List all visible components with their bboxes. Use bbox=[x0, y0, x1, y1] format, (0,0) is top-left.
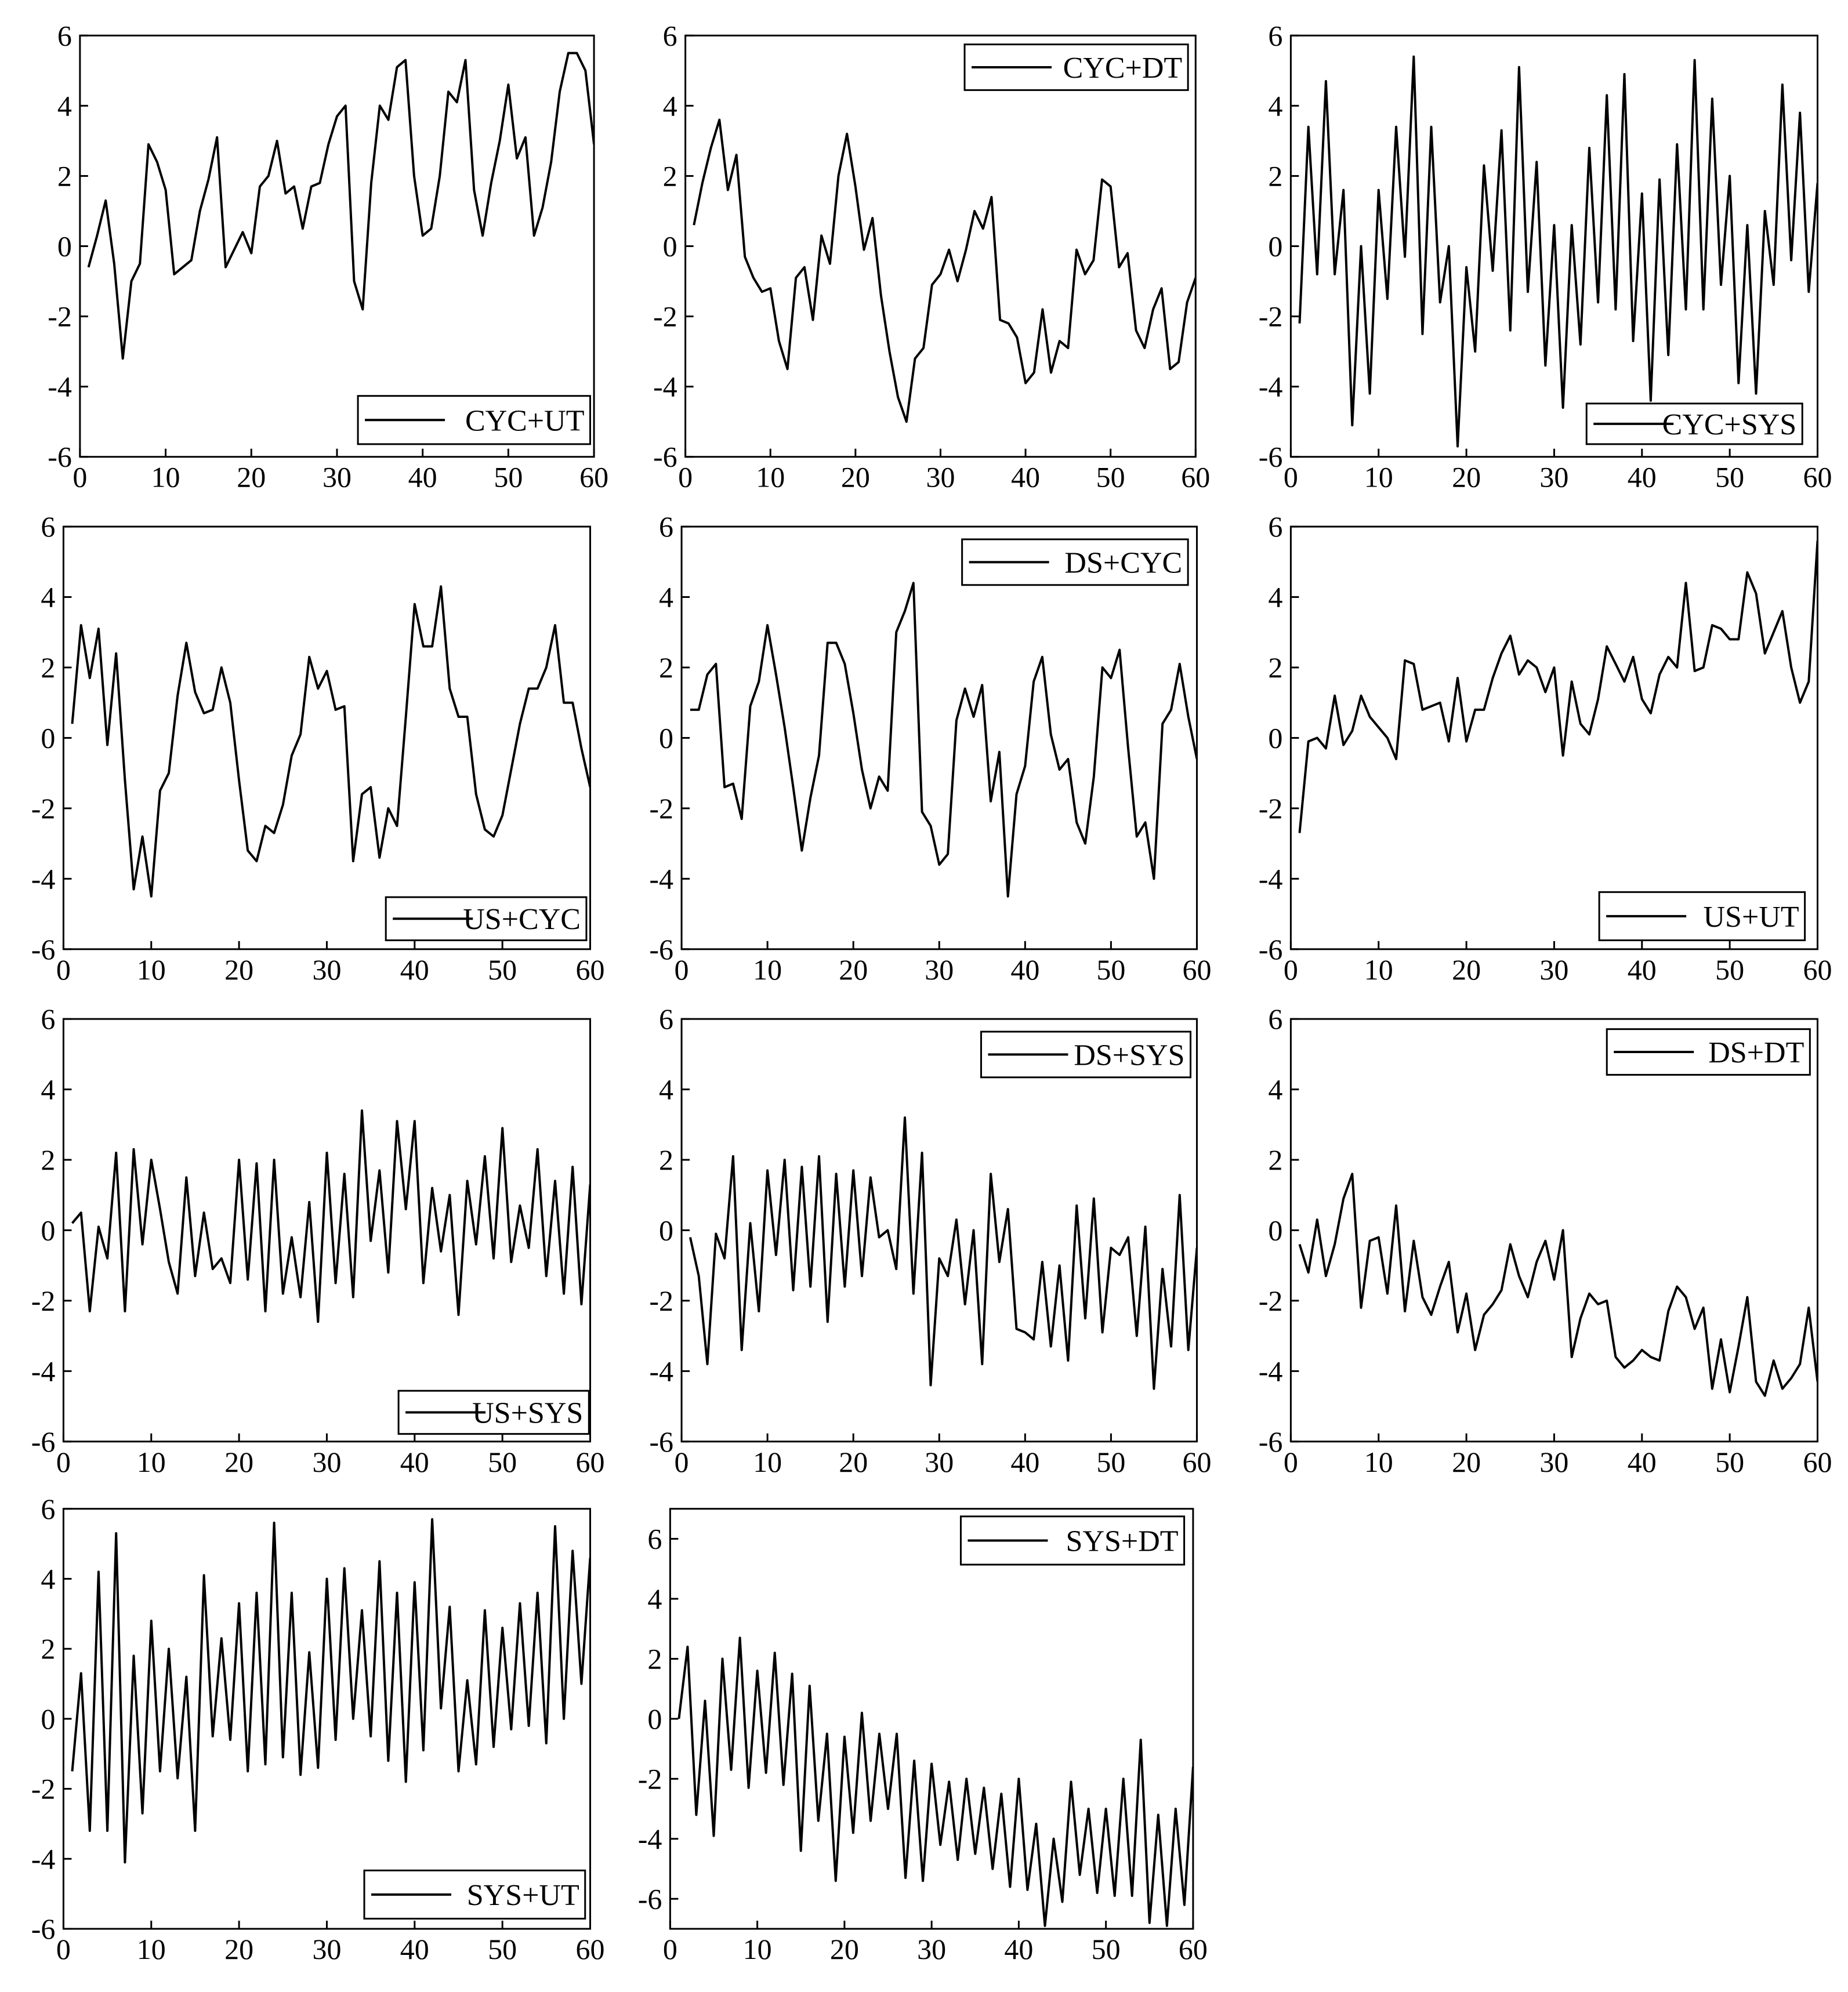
y-tick-label: 0 bbox=[662, 230, 677, 263]
x-tick-label: 60 bbox=[1182, 1445, 1212, 1478]
y-tick-label: -4 bbox=[31, 1842, 56, 1875]
x-tick-label: 60 bbox=[575, 953, 605, 986]
x-tick-label: 10 bbox=[1364, 1445, 1393, 1478]
y-tick-label: -2 bbox=[1258, 792, 1283, 825]
plot-frame bbox=[80, 35, 594, 456]
y-tick-label: 4 bbox=[659, 580, 674, 614]
x-tick-label: 40 bbox=[1011, 460, 1041, 494]
y-tick-label: 4 bbox=[662, 89, 677, 122]
plot-frame bbox=[686, 35, 1196, 456]
y-tick-label: 4 bbox=[1268, 89, 1283, 122]
x-tick-label: 60 bbox=[1178, 1933, 1208, 1966]
x-tick-label: 30 bbox=[926, 460, 955, 494]
y-tick-label: 6 bbox=[662, 19, 677, 52]
x-tick-label: 50 bbox=[488, 1933, 517, 1966]
plot-frame bbox=[682, 1019, 1197, 1442]
y-tick-label: 2 bbox=[41, 1632, 56, 1666]
y-tick-label: 2 bbox=[1268, 651, 1283, 684]
x-tick-label: 30 bbox=[1539, 1445, 1569, 1478]
plot-frame bbox=[63, 1019, 590, 1442]
legend-label: SYS+DT bbox=[1066, 1525, 1179, 1558]
x-tick-label: 60 bbox=[1182, 953, 1212, 986]
series-line-sys-ut bbox=[73, 1519, 590, 1863]
y-tick-label: 0 bbox=[659, 721, 674, 754]
y-tick-label: 6 bbox=[659, 510, 674, 543]
y-tick-label: 2 bbox=[1268, 159, 1283, 193]
y-tick-label: 6 bbox=[647, 1522, 662, 1555]
x-tick-label: 20 bbox=[840, 460, 870, 494]
x-tick-label: 30 bbox=[1539, 460, 1569, 494]
series-line-ds-sys bbox=[690, 1117, 1197, 1389]
y-tick-label: -6 bbox=[649, 932, 674, 966]
series-line-sys-dt bbox=[679, 1638, 1193, 1926]
legend-label: CYC+SYS bbox=[1662, 408, 1797, 441]
y-tick-label: -6 bbox=[31, 1425, 56, 1458]
y-tick-label: 6 bbox=[659, 1003, 674, 1036]
x-tick-label: 20 bbox=[839, 1445, 868, 1478]
y-tick-label: 2 bbox=[57, 159, 72, 193]
x-tick-label: 60 bbox=[1803, 953, 1832, 986]
y-tick-label: 0 bbox=[41, 1702, 56, 1735]
x-tick-label: 50 bbox=[488, 953, 517, 986]
series-line-ds-dt bbox=[1300, 1174, 1818, 1396]
y-tick-label: -6 bbox=[1258, 1425, 1283, 1458]
x-tick-label: 60 bbox=[575, 1445, 605, 1478]
series-line-ds-cyc bbox=[690, 583, 1197, 896]
y-tick-label: -4 bbox=[48, 370, 72, 403]
x-tick-label: 10 bbox=[753, 1445, 782, 1478]
legend bbox=[962, 539, 1188, 585]
x-tick-label: 50 bbox=[1096, 953, 1126, 986]
legend-label: US+CYC bbox=[463, 903, 581, 937]
legend-label: DS+SYS bbox=[1074, 1039, 1185, 1072]
y-tick-label: 0 bbox=[647, 1702, 662, 1735]
chart-panel-6 bbox=[1259, 510, 1832, 986]
y-tick-label: 4 bbox=[1268, 580, 1283, 614]
y-tick-label: 6 bbox=[57, 19, 72, 52]
y-tick-label: 6 bbox=[41, 510, 56, 543]
y-tick-label: 0 bbox=[1268, 721, 1283, 754]
x-tick-label: 20 bbox=[1452, 953, 1481, 986]
y-tick-label: -2 bbox=[1258, 300, 1283, 333]
x-tick-label: 60 bbox=[575, 1933, 605, 1966]
legend-label: US+UT bbox=[1703, 900, 1799, 934]
y-tick-label: -4 bbox=[649, 1355, 674, 1388]
x-tick-label: 0 bbox=[1283, 460, 1298, 494]
y-tick-label: -4 bbox=[1258, 370, 1283, 403]
y-tick-label: -6 bbox=[31, 932, 56, 966]
y-tick-label: 0 bbox=[659, 1214, 674, 1247]
legend bbox=[358, 396, 590, 444]
legend-label: DS+CYC bbox=[1064, 546, 1183, 580]
x-tick-label: 0 bbox=[674, 953, 689, 986]
legend bbox=[398, 1391, 589, 1434]
x-tick-label: 40 bbox=[400, 953, 429, 986]
x-tick-label: 50 bbox=[1091, 1933, 1121, 1966]
chart-panel-4 bbox=[31, 510, 605, 986]
y-tick-label: 4 bbox=[57, 89, 72, 122]
x-tick-label: 60 bbox=[1181, 460, 1211, 494]
y-tick-label: 6 bbox=[41, 1492, 56, 1525]
x-tick-label: 10 bbox=[1364, 460, 1393, 494]
legend-label: SYS+UT bbox=[466, 1878, 579, 1912]
plot-frame bbox=[682, 527, 1197, 949]
y-tick-label: -2 bbox=[653, 300, 677, 333]
x-tick-label: 0 bbox=[56, 1933, 71, 1966]
x-tick-label: 10 bbox=[1364, 953, 1393, 986]
plot-frame bbox=[1291, 527, 1817, 949]
y-tick-label: 2 bbox=[659, 651, 674, 684]
x-tick-label: 20 bbox=[224, 953, 254, 986]
x-tick-label: 50 bbox=[1715, 1445, 1745, 1478]
y-tick-label: -4 bbox=[31, 1355, 56, 1388]
x-tick-label: 50 bbox=[1715, 460, 1745, 494]
y-tick-label: -6 bbox=[649, 1425, 674, 1458]
y-tick-label: 4 bbox=[647, 1582, 662, 1615]
series-line-cyc-dt bbox=[694, 120, 1195, 422]
x-tick-label: 40 bbox=[408, 460, 437, 494]
x-tick-label: 30 bbox=[312, 1445, 342, 1478]
x-tick-label: 0 bbox=[56, 1445, 71, 1478]
legend bbox=[965, 45, 1188, 90]
y-tick-label: -4 bbox=[1258, 862, 1283, 895]
x-tick-label: 0 bbox=[678, 460, 693, 494]
x-tick-label: 10 bbox=[151, 460, 180, 494]
y-tick-label: -2 bbox=[31, 792, 56, 825]
x-tick-label: 20 bbox=[237, 460, 266, 494]
x-tick-label: 30 bbox=[322, 460, 352, 494]
x-tick-label: 50 bbox=[488, 1445, 517, 1478]
series-line-us-cyc bbox=[73, 586, 590, 896]
x-tick-label: 40 bbox=[400, 1445, 429, 1478]
series-line-cyc-sys bbox=[1300, 57, 1818, 447]
plot-frame bbox=[1291, 1019, 1817, 1442]
x-tick-label: 30 bbox=[925, 1445, 954, 1478]
x-tick-label: 20 bbox=[224, 1445, 254, 1478]
plot-frame bbox=[63, 527, 590, 949]
y-tick-label: 0 bbox=[1268, 1214, 1283, 1247]
chart-panel-2 bbox=[653, 19, 1210, 493]
x-tick-label: 0 bbox=[1283, 1445, 1298, 1478]
x-tick-label: 30 bbox=[925, 953, 954, 986]
x-tick-label: 0 bbox=[674, 1445, 689, 1478]
x-tick-label: 0 bbox=[1283, 953, 1298, 986]
y-tick-label: 4 bbox=[659, 1073, 674, 1106]
legend-label: US+SYS bbox=[472, 1396, 584, 1430]
y-tick-label: 0 bbox=[41, 721, 56, 754]
series-line-us-sys bbox=[73, 1111, 590, 1322]
y-tick-label: 4 bbox=[41, 1073, 56, 1106]
chart-panel-3 bbox=[1259, 19, 1832, 493]
x-tick-label: 30 bbox=[312, 953, 342, 986]
x-tick-label: 10 bbox=[742, 1933, 772, 1966]
y-tick-label: 6 bbox=[41, 1003, 56, 1036]
x-tick-label: 20 bbox=[1452, 460, 1481, 494]
y-tick-label: 4 bbox=[1268, 1073, 1283, 1106]
y-tick-label: -4 bbox=[649, 862, 674, 895]
x-tick-label: 20 bbox=[1452, 1445, 1481, 1478]
y-tick-label: -4 bbox=[31, 862, 56, 895]
y-tick-label: -2 bbox=[31, 1772, 56, 1805]
x-tick-label: 10 bbox=[136, 953, 166, 986]
x-tick-label: 10 bbox=[136, 1933, 166, 1966]
legend-label: CYC+UT bbox=[465, 404, 585, 438]
series-line-cyc-ut bbox=[89, 53, 595, 359]
chart-panel-11 bbox=[638, 1509, 1208, 1965]
x-tick-label: 0 bbox=[73, 460, 88, 494]
y-tick-label: -2 bbox=[1258, 1284, 1283, 1317]
x-tick-label: 60 bbox=[1803, 460, 1832, 494]
x-tick-label: 0 bbox=[662, 1933, 677, 1966]
x-tick-label: 10 bbox=[753, 953, 782, 986]
x-tick-label: 40 bbox=[1627, 460, 1657, 494]
y-tick-label: -4 bbox=[653, 370, 677, 403]
x-tick-label: 40 bbox=[1010, 953, 1040, 986]
y-tick-label: -2 bbox=[637, 1762, 662, 1795]
legend bbox=[961, 1516, 1184, 1565]
y-tick-label: -4 bbox=[637, 1822, 662, 1855]
legend bbox=[1607, 1029, 1810, 1075]
x-tick-label: 40 bbox=[400, 1933, 429, 1966]
y-tick-label: 2 bbox=[41, 651, 56, 684]
x-tick-label: 40 bbox=[1004, 1933, 1034, 1966]
y-tick-label: -6 bbox=[637, 1882, 662, 1915]
legend bbox=[981, 1032, 1190, 1077]
x-tick-label: 20 bbox=[839, 953, 868, 986]
x-tick-label: 60 bbox=[579, 460, 609, 494]
legend bbox=[1599, 892, 1804, 940]
y-tick-label: -6 bbox=[48, 440, 72, 473]
x-tick-label: 30 bbox=[312, 1933, 342, 1966]
y-tick-label: -6 bbox=[1258, 440, 1283, 473]
legend-label: DS+DT bbox=[1708, 1036, 1804, 1070]
y-tick-label: -2 bbox=[31, 1284, 56, 1317]
chart-panel-7 bbox=[31, 1003, 605, 1478]
legend-label: CYC+DT bbox=[1063, 51, 1183, 85]
chart-panel-10 bbox=[31, 1493, 605, 1965]
y-tick-label: 6 bbox=[1268, 1003, 1283, 1036]
x-tick-label: 10 bbox=[136, 1445, 166, 1478]
chart-panel-8 bbox=[649, 1003, 1211, 1478]
x-tick-label: 40 bbox=[1627, 953, 1657, 986]
x-tick-label: 0 bbox=[56, 953, 71, 986]
x-tick-label: 50 bbox=[1715, 953, 1745, 986]
x-tick-label: 40 bbox=[1010, 1445, 1040, 1478]
y-tick-label: -6 bbox=[1258, 932, 1283, 966]
y-tick-label: 2 bbox=[41, 1144, 56, 1177]
y-tick-label: 2 bbox=[659, 1144, 674, 1177]
series-line-us-ut bbox=[1300, 540, 1818, 833]
y-tick-label: 0 bbox=[41, 1214, 56, 1247]
y-tick-label: 6 bbox=[1268, 510, 1283, 543]
legend bbox=[1586, 404, 1802, 444]
y-tick-label: 2 bbox=[1268, 1144, 1283, 1177]
y-tick-label: 2 bbox=[662, 159, 677, 193]
x-tick-label: 50 bbox=[1096, 460, 1125, 494]
chart-panel-9 bbox=[1259, 1003, 1832, 1478]
y-tick-label: 6 bbox=[1268, 19, 1283, 52]
plot-frame bbox=[670, 1509, 1193, 1929]
x-tick-label: 50 bbox=[494, 460, 523, 494]
chart-panel-1 bbox=[48, 19, 608, 493]
x-tick-label: 20 bbox=[224, 1933, 254, 1966]
chart-panel-5 bbox=[649, 510, 1211, 986]
x-tick-label: 60 bbox=[1803, 1445, 1832, 1478]
x-tick-label: 20 bbox=[829, 1933, 859, 1966]
y-tick-label: 0 bbox=[1268, 230, 1283, 263]
x-tick-label: 50 bbox=[1096, 1445, 1126, 1478]
y-tick-label: 4 bbox=[41, 580, 56, 614]
y-tick-label: 4 bbox=[41, 1562, 56, 1595]
y-tick-label: -2 bbox=[649, 792, 674, 825]
y-tick-label: 2 bbox=[647, 1642, 662, 1675]
y-tick-label: -6 bbox=[653, 440, 677, 473]
legend bbox=[364, 1870, 585, 1918]
y-tick-label: -2 bbox=[649, 1284, 674, 1317]
y-tick-label: -2 bbox=[48, 300, 72, 333]
y-tick-label: 0 bbox=[57, 230, 72, 263]
y-tick-label: -4 bbox=[1258, 1355, 1283, 1388]
x-tick-label: 10 bbox=[756, 460, 785, 494]
x-tick-label: 30 bbox=[1539, 953, 1569, 986]
x-tick-label: 40 bbox=[1627, 1445, 1657, 1478]
legend bbox=[386, 897, 586, 940]
y-tick-label: -6 bbox=[31, 1913, 56, 1946]
x-tick-label: 30 bbox=[917, 1933, 947, 1966]
